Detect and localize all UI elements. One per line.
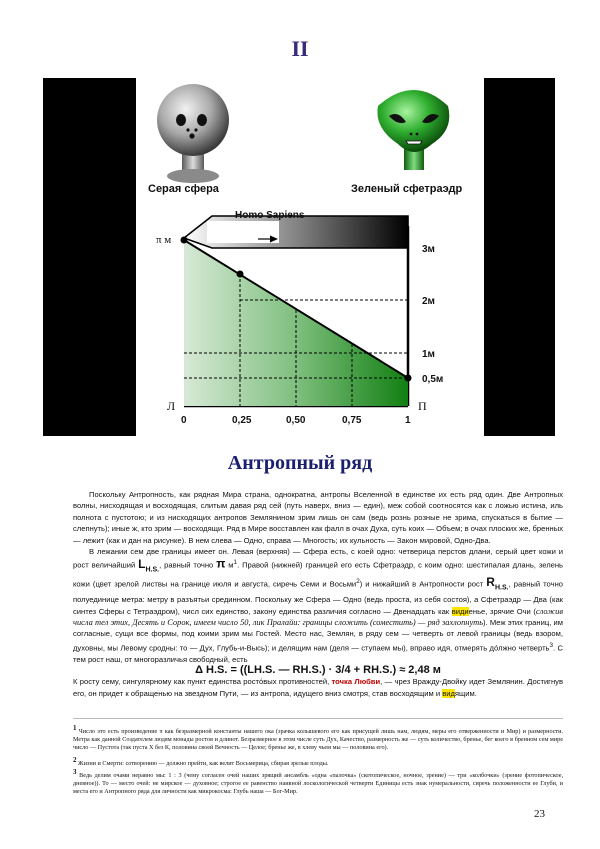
paragraph-2: В лежании сем две границы имеет он. Левая (верхняя) — Сфера есть, с коей одно: четверица перстов длани, серый цвет кожи и рост величайший $L_{H.S.}$, равный точно π $м^1$. Правой (нижней) границей его есть Сфетраэдр, с коим одно: шестипалая длань, зелень кожи (цвет зрелой листвы на границе июля и августа, сиречь Семи и Восьми$^2$) и нижайший в Антропности рост $R_{H.S.}$, равный точно полуединице метра: метру в разъятьи срединном. Поскольку же Сфера — Одно (ведь проста, из себя состоя), а Сфетраэдр — Два (как синтез Сферы с Тетраэдром), числ сих единство, закону единства различия согласно — Двенадцать как видиенье, зрячие Очи (сложив числа тел этих, Десять и Сорок, имеем число 50, лик Пралайи: границы сложить (соместить) — ряд захлопнуть). Меж этих границ, им согласные, сущи все формы, под коими зрим мы Гостей. Место нас, Землян, в ряду сем — четверть от левой границы (ведь взором, духовны, мы Левому сродны: то — Дух, Глубь-и-Высь); и делящим нам (деля — ступаем мы), вправо идя, отмерять дóлжно четверть$^3$. С тем рост наш, от многоразличья свободный, есть bbox=[73, 547, 563, 664]
green-sfetraedr-label: Зеленый сфетраэдр bbox=[351, 183, 463, 195]
page-number: 23 bbox=[534, 808, 545, 820]
x-tick-050: 0,50 bbox=[286, 415, 306, 426]
scale-label-3m: 3м bbox=[422, 244, 435, 255]
left-bottom-label: Л bbox=[167, 399, 176, 413]
right-bottom-label: П bbox=[418, 399, 427, 413]
x-tick-0: 0 bbox=[181, 415, 187, 426]
point-left bbox=[181, 237, 188, 244]
x-tick-1: 1 bbox=[405, 415, 411, 426]
antrop-figure bbox=[136, 78, 484, 436]
homo-sapiens-label: Homo Sapiens bbox=[235, 210, 305, 221]
scale-label-2m: 2м bbox=[422, 296, 435, 307]
point-right bbox=[405, 375, 412, 382]
homo-sapiens-label-box bbox=[207, 221, 279, 243]
footnote-1: $^1$ Число это есть произведение π как безразмерной константы нашего ока (зрачка колышевого его как присущей лишь нам, людям, меры его отверженности и Мир) и размерности. Метра как данной Создателем людям монады ростов и длинот. Безразмерное в этом числе суть Дух, Качество, размерность же — суть количество, бренье, бег коего в бренном сем мире число — Пустота (так пуста Х без К, половина своей Вечность — Целое; бренье же, в хлеву чьем мы — половина его). bbox=[73, 724, 563, 752]
scale-label-05m: 0,5м bbox=[422, 374, 444, 385]
pi-m-label: π м bbox=[156, 234, 172, 246]
footnote-divider bbox=[73, 718, 563, 719]
grey-sphere-label: Серая сфера bbox=[148, 183, 219, 195]
grey-sphere-figure bbox=[157, 84, 229, 183]
x-tick-025: 0,25 bbox=[232, 415, 252, 426]
chapter-number: II bbox=[291, 36, 309, 61]
paragraph-3: К росту сему, сингулярному как пункт единства ростóвых противностей, точка Любви, — чрез Вражду-Двойку идет Землянин. Достигнув его, он придет к обращенью на звездном Пути, — из антропа, идущего вниз смотря, став восходящим и видящим. bbox=[73, 677, 563, 698]
footnote-2: $^2$ Жизни и Смерти: сотворению — должно прейти, как велит Восьмерица, сбирая зрелые плоды. bbox=[73, 756, 329, 768]
paragraph-1: Поскольку Антропность, как рядная Мира страна, однократна, антропы Вселенной в единстве их есть ряд один. Две Антропных волны, нисходящая и восходящая, слитым давая ряд сей (путь наверх, вниз — един), меж собой соотносятся как с ложью истина, иль полнота с пустотою; и из нисходящих антропов Землянином зрим лишь он сам (ведь рознь розные не зрима, спускаться в бытие — слепнуть); иные ж, кто зрим — восходящи. Ряд в Мире восставлен как фалл в очах Духа, суть коих — Объем; в очах плоских же, бренных — лежит (как и дан на рисунке). В нем слева — Одно, справа — Многость; их кульность — Закон мировой, Одно-Два. bbox=[73, 490, 563, 545]
footnote-3: $^3$ Ведь делим очами неравно мы: 1 : 3 (чему согласен очей наших зрящий ансамбль «одна «палочка» (скотопическое, ночное, зрение) — три «колбочки» (зрение фотопическое, дневное)). То — место очей: не мирское — духовное; строгое ее равенство наивной лоскологической четверти Единицы есть знак нумеральности, сиречь положенности ее Глуби, и места его и Антропного ряда для личности как микрокосма: Глубь наша — Бог-Мир. bbox=[73, 768, 564, 796]
scale-label-1m: 1м bbox=[422, 349, 435, 360]
section-title: Антропный ряд bbox=[227, 452, 373, 474]
formula: Δ H.S. = ((LH.S. — RH.S.) · 3/4 + RH.S.) ≈ 2,48 м bbox=[195, 664, 441, 677]
body-text bbox=[73, 489, 563, 699]
x-tick-075: 0,75 bbox=[342, 415, 362, 426]
point-homo-sapiens bbox=[237, 271, 244, 278]
green-sfetraedr-figure bbox=[377, 90, 449, 170]
